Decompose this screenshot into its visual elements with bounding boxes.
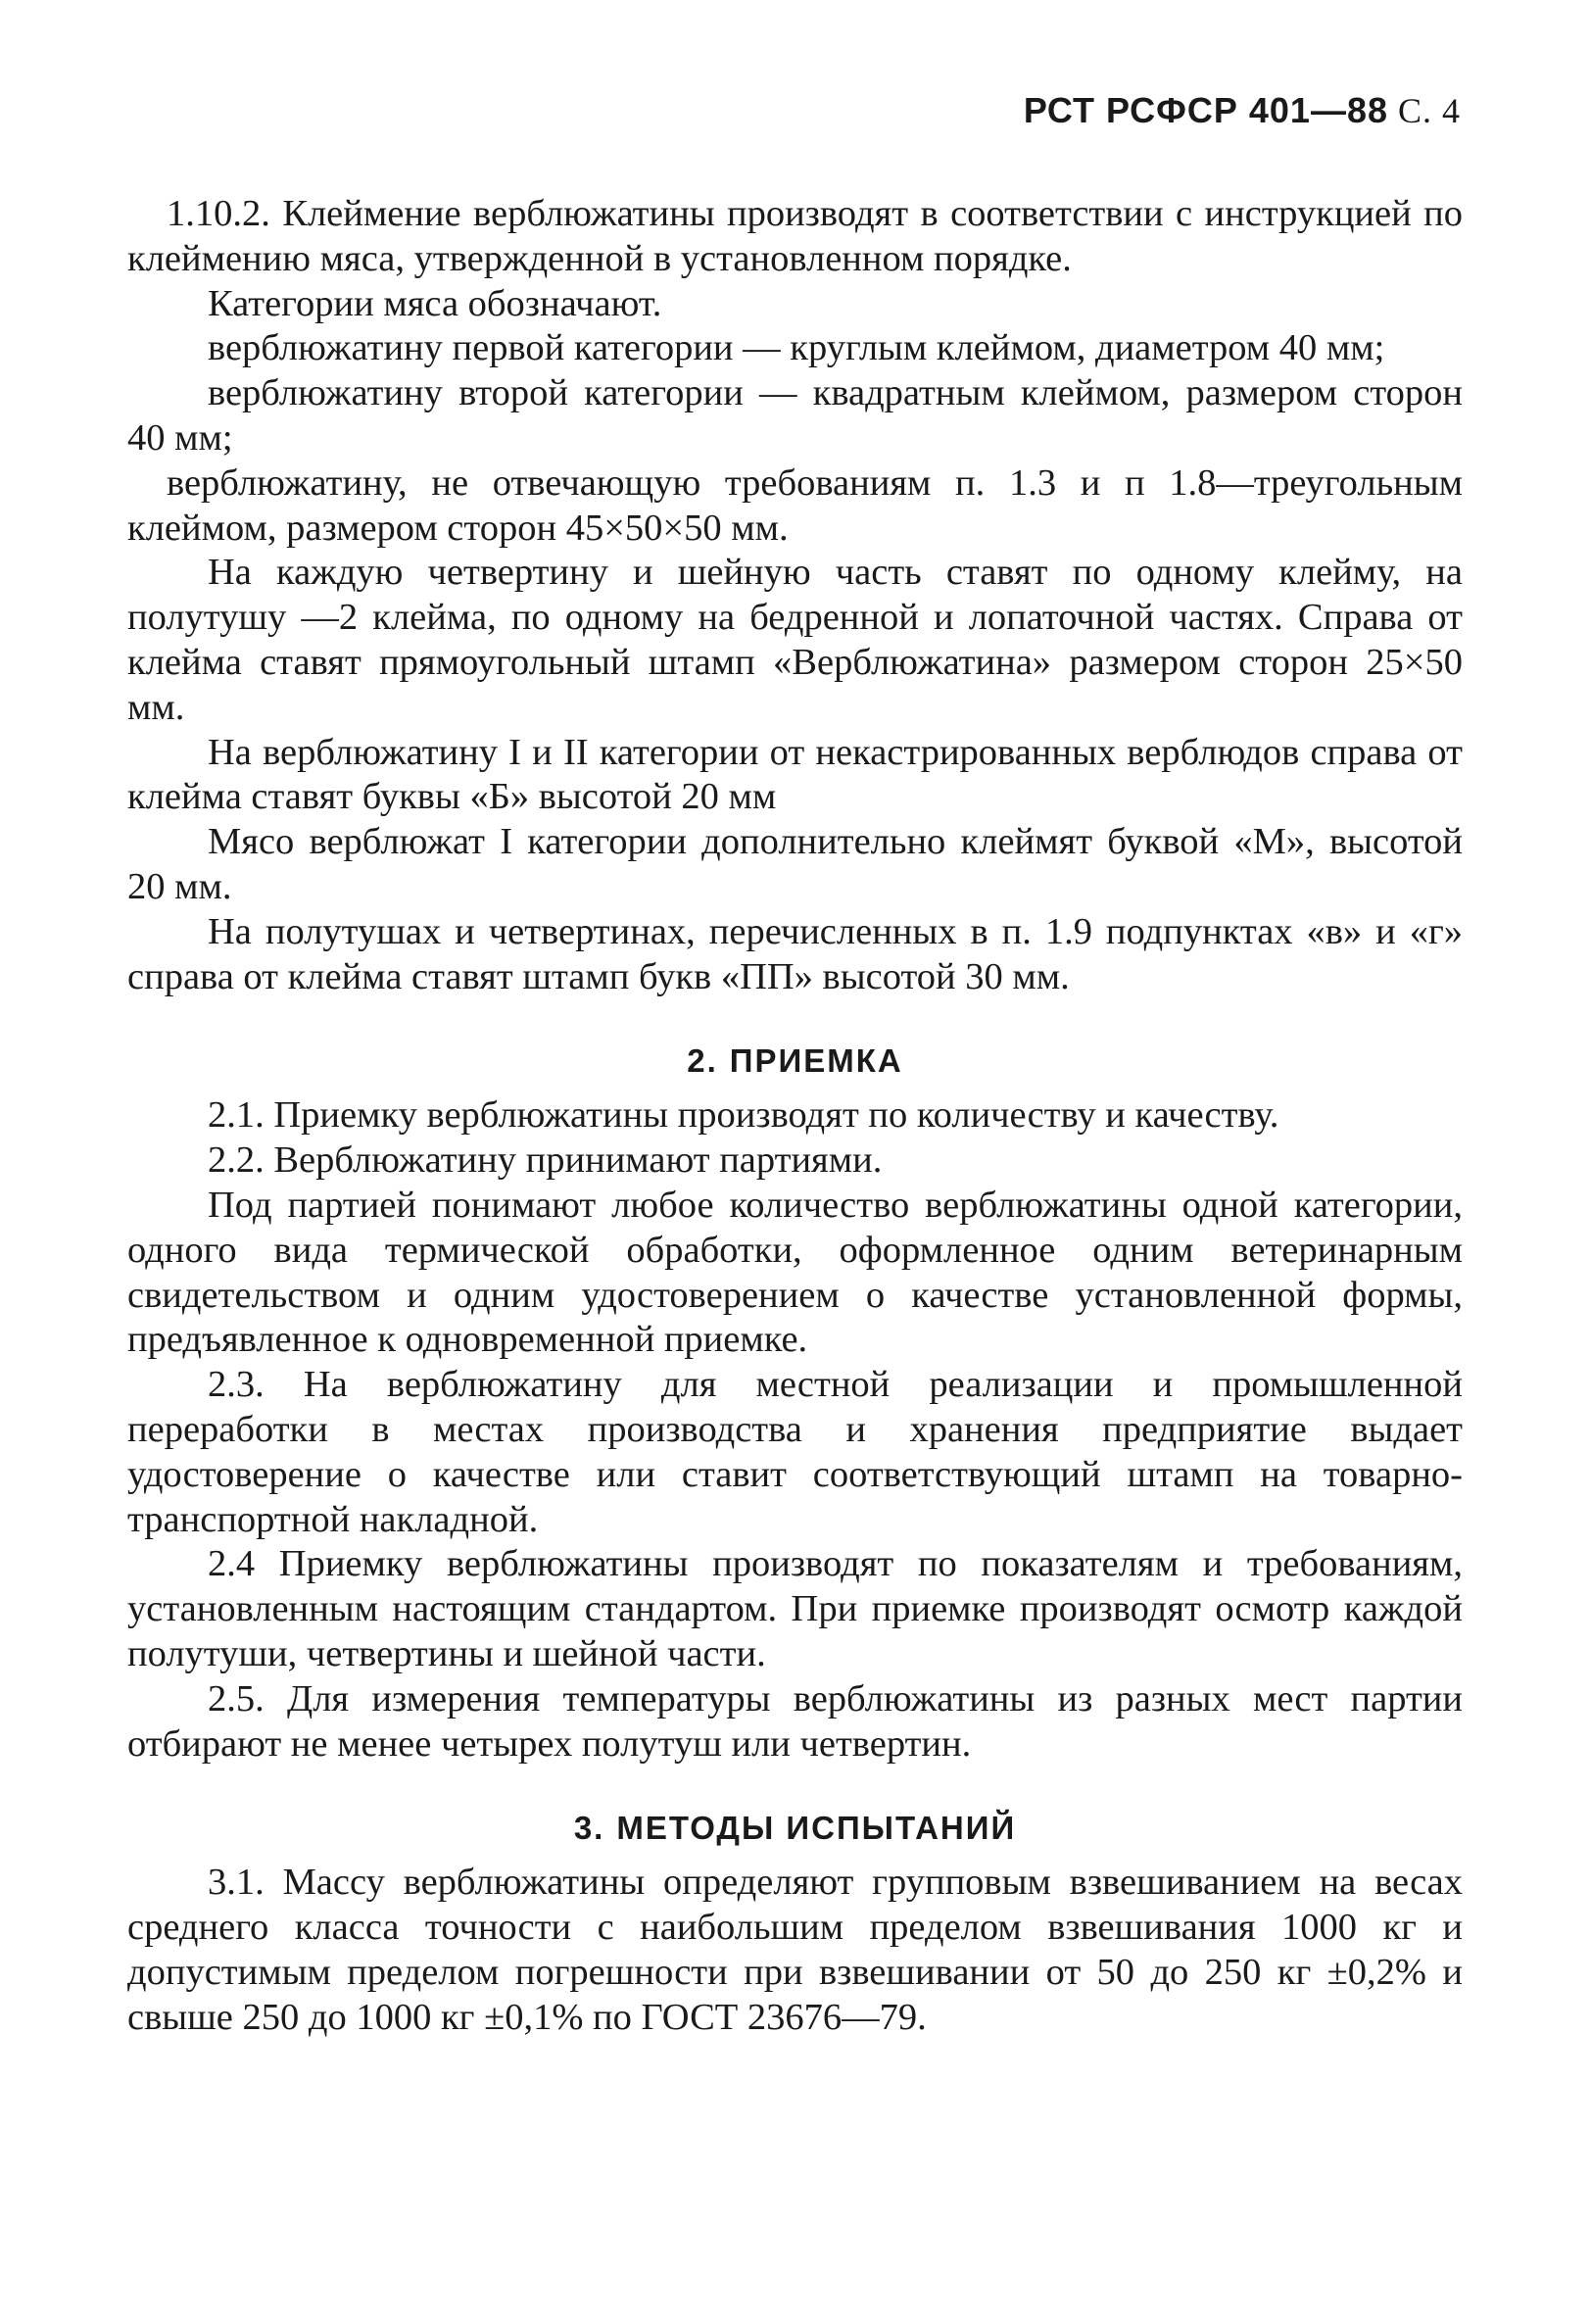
section-title: МЕТОДЫ ИСПЫТАНИЙ <box>616 1810 1017 1847</box>
paragraph: На верблюжатину I и II категории от некастрированных верблюдов справа от клейма ставят буквы «Б» высотой 20 мм <box>127 731 1463 818</box>
paragraph: верблюжатину, не отвечающую требованиям п. 1.3 и п 1.8—треугольным клеймом, размером сторон 45×50×50 мм. <box>127 461 1463 549</box>
paragraph: 2.1. Приемку верблюжатины производят по количеству и качеству. <box>208 1094 1279 1137</box>
section-1-marking <box>127 192 1463 999</box>
paragraph: 2.5. Для измерения температуры верблюжатины из разных мест партии отбирают не менее четырех полутуш или четвертин. <box>127 1677 1463 1765</box>
section-3-test-methods <box>127 1861 1463 2040</box>
paragraph: Под партией понимают любое количество верблюжатины одной категории, одного вида термической обработки, оформленное одним ветеринарным свидетельством и одним удостоверением о качестве установленной формы, предъявленное к одновременной приемке. <box>127 1184 1463 1361</box>
paragraph: Мясо верблюжат I категории дополнительно клеймят буквой «М», высотой 20 мм. <box>127 821 1463 907</box>
paragraph: 2.4 Приемку верблюжатины производят по показателям и требованиям, установленным настоящим стандартом. При приемке производят осмотр каждой полутуши, четвертины и шейной части. <box>127 1543 1463 1674</box>
paragraph: На каждую четвертину и шейную часть ставят по одному клейму, на полутушу —2 клейма, по одному на бедренной и лопаточной частях. Справа от клейма ставят прямоугольный штамп «Верблюжатина» размером сторон 25×50 мм. <box>127 552 1463 728</box>
paragraph: 1.10.2. Клеймение верблюжатины производят в соответствии с инструкцией по клеймению мяса, утвержденной в установленном порядке. <box>127 193 1463 279</box>
section-title: ПРИЕМКА <box>729 1042 903 1080</box>
section-number: 3. <box>573 1810 605 1847</box>
paragraph: Категории мяса обозначают. <box>208 282 662 324</box>
section-2-acceptance <box>127 1093 1463 1767</box>
paragraph: 2.3. На верблюжатину для местной реализации и промышленной переработки в местах производства и хранения предприятие выдает удостоверение о качестве или ставит соответствующий штамп на товарно-транспортной накладной. <box>127 1364 1463 1540</box>
paragraph: 2.2. Верблюжатину принимают партиями. <box>208 1139 883 1182</box>
paragraph: верблюжатину второй категории — квадратным клеймом, размером сторон 40 мм; <box>127 372 1463 459</box>
paragraph: верблюжатину первой категории — круглым клеймом, диаметром 40 мм; <box>208 327 1385 369</box>
document-body <box>127 192 1463 2040</box>
standard-code: РСТ РСФСР 401—88 <box>1023 90 1388 130</box>
page-header <box>1024 90 1461 131</box>
section-number: 2. <box>687 1042 718 1080</box>
section-heading-acceptance <box>127 1039 1463 1084</box>
page-number: С. 4 <box>1397 91 1461 130</box>
paragraph: На полутушах и четвертинах, перечисленных в п. 1.9 подпунктах «в» и «г» справа от клейма ставят штамп букв «ПП» высотой 30 мм. <box>127 910 1463 997</box>
paragraph: 3.1. Массу верблюжатины определяют групповым взвешиванием на весах среднего класса точности с наибольшим пределом взвешивания 1000 кг и допустимым пределом погрешности при взвешивании от 50 до 250 кг ±0,2% и свыше 250 до 1000 кг ±0,1% по ГОСТ 23676—79. <box>127 1862 1463 2038</box>
section-heading-test-methods <box>127 1806 1463 1851</box>
